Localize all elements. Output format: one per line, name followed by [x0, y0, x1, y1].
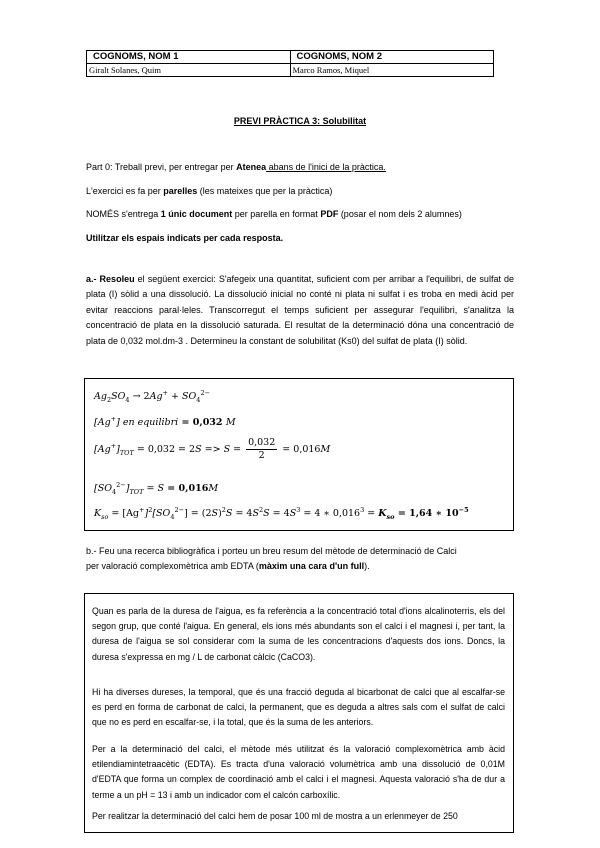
intro-line-3-c: per parella en format [232, 209, 321, 219]
name-2-value: Marco Ramos, Miquel [290, 64, 494, 77]
intro-line-2-a: L'exercici es fa per [86, 186, 164, 196]
page-title: PREVI PRÀCTICA 3: Solubilitat [233, 116, 367, 126]
name-1-value: Giralt Solanes, Quim [87, 64, 291, 77]
equation-equilibrium: [Ag+] en equilibri = 0,032 M [94, 415, 236, 429]
equation-ksp: $K_{so} = [Ag^+]^2[SO_4^{2-}] = (2S)^2S = 4S^2S = 4S^3 = 4$ ∗ $0,016^3 = K_{so} = 1,64$ ∗ $10^{-5}$ [94, 506, 469, 522]
question-b-line-2-a: per valoració complexomètrica amb EDTA ( [86, 561, 259, 571]
question-b-line-1: b.- Feu una recerca bibliogràfica i porteu un breu resum del mètode de determinació de Calci [86, 546, 457, 556]
intro-line-1 [86, 161, 386, 174]
intro-unic-doc: 1 únic document [160, 209, 233, 219]
intro-line-2-c: (les mateixes que per la pràctica) [197, 186, 333, 196]
intro-line-4: Utilitzar els espais indicats per cada resposta. [86, 233, 284, 243]
answer-b-box [84, 593, 514, 833]
names-table [86, 50, 494, 77]
equation-solubility: $[Ag^+]_{TOT} = 0,032 = 2S => S$ = $\frac{0,032}{2}$ = 0,016M [94, 437, 331, 461]
intro-line-3-e: (posar el nom dels 2 alumnes) [338, 209, 462, 219]
fraction: $\frac{0,032}{2}$ [248, 437, 276, 461]
name-2-header: COGNOMS, NOM 2 [290, 51, 494, 64]
equation-answer-box [84, 378, 514, 531]
question-b-line-2-c: ). [364, 561, 370, 571]
answer-b-paragraph-2: Hi ha diverses dureses, la temporal, que és una fracció deguda al bicarbonat de calci que al escalfar-se es perd en forma de carbonat de calci, la permanent, que es deguda a altres sals com el sulfat de calci que no es perd en escalfar-se, i la total, que és la suma de les anteriors. [92, 687, 505, 728]
question-b-limit: màxim una cara d'un full [258, 561, 365, 571]
question-a-text: el següent exercici: S'afegeix una quantitat, suficient com per arribar a l'equilibri, de sulfat de plata (I) sòlid a una dissolució. La dissolució inicial no conté ni plata ni sulfat i es troba en medi àcid per evitar reaccions paral·leles. Transcorregut el temps suficient per assegurar l'equilibri, s'analitza la concentració de plata en la dissolució saturada. El resultat de la determinació dóna una concentració de plata de 0,032 mol.dm-3 . Determineu la constant de solubilitat (Ks0) del sulfat de plata (I) sòlid. [86, 274, 515, 346]
question-b-line-2 [86, 560, 370, 573]
question-a-lead: a.- Resoleu [86, 274, 135, 284]
answer-b-paragraph-3: Per a la determinació del calci, el mètode més utilitzat és la valoració complexomètrica amb àcid etilendiamintetraacètic (EDTA). Es tracta d'una valoració volumètrica amb una dissolució de 0,01M d'EDTA que forma un complex de coordinació amb el calci i el magnesi. Aquesta valoració s'ha de dur a terme a un pH = 13 i amb un indicador com el calcón carboxílic. [92, 744, 505, 800]
intro-atenea: Atenea [236, 162, 267, 172]
name-1-header: COGNOMS, NOM 1 [87, 51, 291, 64]
equation-sulfate: $[SO_4^{2-}]_{TOT} = S = 0,016M$ [94, 481, 219, 497]
equation-dissociation: $Ag_2SO_4 \to 2Ag^+ + SO_4^{2-}$ [94, 389, 211, 405]
answer-b-paragraph-1: Quan es parla de la duresa de l'aigua, es fa referència a la concentració total d'ions alcalinoterris, els del segon grup, que conté l'aigua. En general, els ions més abundants son el calci i el magnesi i, per tant, la duresa de l'aigua se sol considerar com la suma de les concentracions d'aquests dos ions. Doncs, la duresa s'expressa en mg / L de carbonat càlcic (CaCO3). [92, 606, 505, 662]
answer-b-paragraph-4: Per realitzar la determinació del calci hem de posar 100 ml de mostra a un erlenmeyer de 250 [92, 811, 458, 821]
question-a [86, 272, 514, 349]
intro-line-1-a: Part 0: Treball previ, per entregar per [86, 162, 237, 172]
intro-deadline: abans de l'inici de la pràctica. [266, 162, 386, 172]
intro-line-2 [86, 185, 332, 198]
intro-parelles: parelles [163, 186, 198, 196]
intro-line-3-a: NOMÉS s'entrega [86, 209, 161, 219]
intro-pdf: PDF [320, 209, 339, 219]
intro-line-3 [86, 208, 462, 221]
